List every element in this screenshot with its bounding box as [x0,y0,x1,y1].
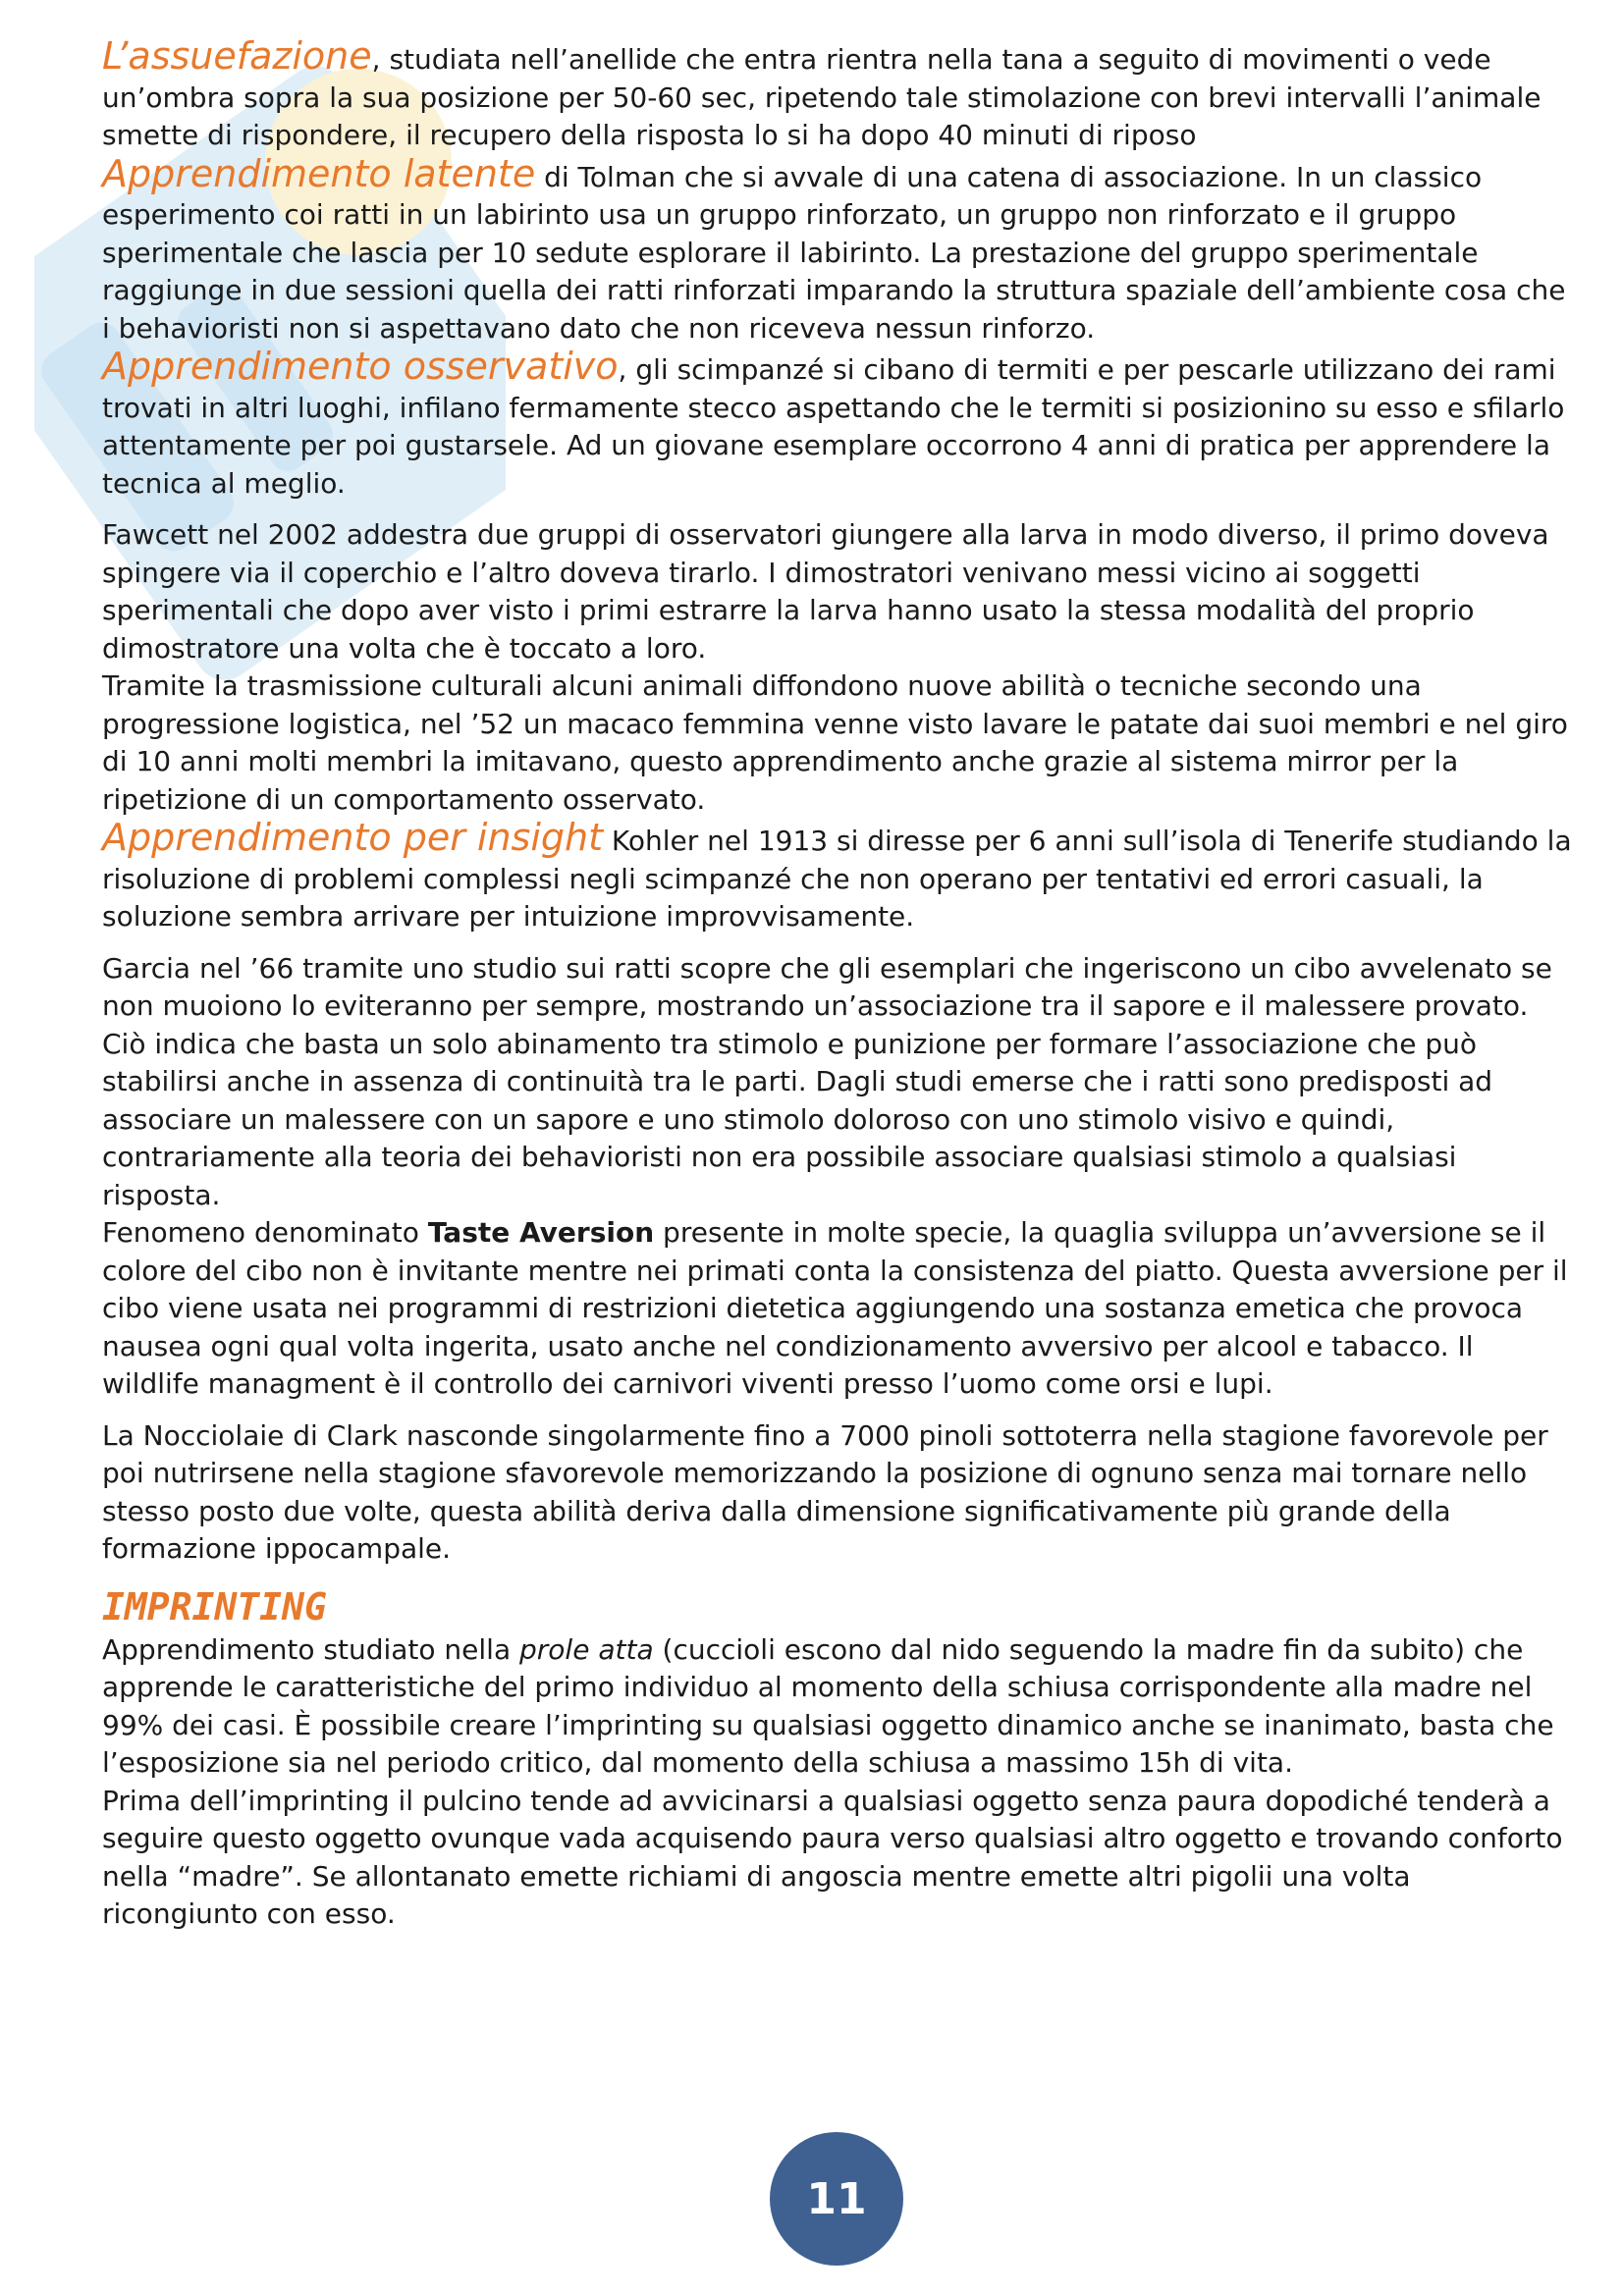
term-apprendimento-latente: Apprendimento latente [102,151,536,195]
term-apprendimento-osservativo: Apprendimento osservativo [102,345,619,388]
paragraph-fawcett: Fawcett nel 2002 addestra due gruppi di osservatori giungere alla larva in modo diverso, il primo doveva spingere via il coperchio e l’altro doveva tirarlo. I dimostratori venivano messi vicino ai soggetti sperimentali che dopo aver visto i primi estrarre la larva hanno usato la stessa modalità del proprio dimostratore una volta che è toccato a loro. [102,518,1549,665]
document-body [102,34,1575,1934]
text-assuefazione: , studiata nell’anellide che entra rientra nella tana a seguito di movimenti o vede un’ombra sopra la sua posizione per 50-60 sec, ripetendo tale stimolazione con brevi intervalli l’animale smette di rispondere, il recupero della risposta lo si ha dopo 40 minuti di riposo [102,43,1542,151]
paragraph-apprendimento-latente [102,151,1575,348]
paragraph-garcia: Garcia nel ’66 tramite uno studio sui ratti scopre che gli esemplari che ingeriscono un cibo avvelenato se non muoiono lo eviteranno per sempre, mostrando un’associazione tra il sapore e il malessere provato. Ciò indica che basta un solo abinamento tra stimolo e punizione per formare l’associazione che può stabilirsi anche in assenza di continuità tra le parti. Dagli studi emerse che i ratti sono predisposti ad associare un malessere con un sapore e uno stimolo doloroso con uno stimolo visivo e quindi, contrariamente alla teoria dei behavioristi non era possibile associare qualsiasi stimolo a qualsiasi risposta. [102,951,1552,1211]
paragraph-apprendimento-insight [102,816,1575,936]
paragraph-taste-aversion [102,1214,1575,1404]
text-apprendimento-insight: Kohler nel 1913 si diresse per 6 anni sull’isola di Tenerife studiando la risoluzione di problemi complessi negli scimpanzé che non operano per tentativi ed errori casuali, la soluzione sembra arrivare per intuizione improvvisamente. [102,825,1572,933]
paragraph-apprendimento-osservativo [102,347,1575,503]
imprinting-1-italic: prole atta [519,1632,654,1666]
text-apprendimento-latente: di Tolman che si avvale di una catena di associazione. In un classico esperimento coi ratti in un labirinto usa un gruppo rinforzato, un gruppo non rinforzato e il gruppo sperimentale che lascia per 10 sedute esplorare il labirinto. La prestazione del gruppo sperimentale raggiunge in due sessioni quella dei ratti rinforzati imparando la struttura spaziale dell’ambiente cosa che i behavioristi non si aspettavano dato che non riceveva nessun rinforzo. [102,160,1566,345]
text-apprendimento-osservativo: , gli scimpanzé si cibano di termiti e per pescarle utilizzano dei rami trovati in altri luoghi, infilano fermamente stecco aspettando che le termiti si posizionino su esso e sfilarlo attentamente per poi gustarsele. Ad un giovane esemplare occorrono 4 anni di pratica per apprendere la tecnica al meglio. [102,353,1565,500]
imprinting-1-lead: Apprendimento studiato nella [102,1632,520,1666]
paragraph-nocciolaie: La Nocciolaie di Clark nasconde singolarmente fino a 7000 pinoli sottoterra nella stagione favorevole per poi nutrirsene nella stagione sfavorevole memorizzando la posizione di ognuno senza mai tornare nello stesso posto due volte, questa abilità deriva dalla dimensione significativamente più grande della formazione ippocampale. [102,1418,1548,1565]
paragraph-assuefazione [102,34,1575,155]
taste-aversion-lead: Fenomeno denominato [102,1216,428,1249]
paragraph-imprinting-2: Prima dell’imprinting il pulcino tende ad avvicinarsi a qualsiasi oggetto senza paura dopodiché tenderà a seguire questo oggetto ovunque vada acquisendo paura verso qualsiasi altro oggetto e trovando conforto nella “madre”. Se allontanato emette richiami di angoscia mentre emette altri pigolii una volta ricongiunto con esso. [102,1784,1563,1930]
page-number-badge: 11 [770,2132,903,2266]
heading-imprinting: IMPRINTING [102,1584,327,1629]
term-apprendimento-insight: Apprendimento per insight [102,816,604,859]
imprinting-1-text: (cuccioli escono dal nido seguendo la madre fin da subito) che apprende le caratteristiche del primo individuo al momento della schiusa corrispondente alla madre nel 99% dei casi. È possibile creare l’imprinting su qualsiasi oggetto dinamico anche se inanimato, basta che l’esposizione sia nel periodo critico, dal momento della schiusa a massimo 15h di vita. [102,1632,1554,1779]
paragraph-trasmissione-culturale: Tramite la trasmissione culturali alcuni animali diffondono nuove abilità o tecniche secondo una progressione logistica, nel ’52 un macaco femmina venne visto lavare le patate dai suoi membri e nel giro di 10 anni molti membri la imitavano, questo apprendimento anche grazie al sistema mirror per la ripetizione di un comportamento osservato. [102,669,1568,816]
paragraph-imprinting-1 [102,1631,1575,1783]
taste-aversion-term: Taste Aversion [427,1216,655,1249]
term-assuefazione: L’assuefazione [102,34,372,78]
taste-aversion-text: presente in molte specie, la quaglia sviluppa un’avversione se il colore del cibo non è invitante mentre nei primati conta la consistenza del piatto. Questa avversione per il cibo viene usata nei programmi di restrizioni dietetica aggiungendo una sostanza emetica che provoca nausea ogni qual volta ingerita, usato anche nel condizionamento avversivo per alcool e tabacco. Il wildlife managment è il controllo dei carnivori viventi presso l’uomo come orsi e lupi. [102,1216,1568,1400]
